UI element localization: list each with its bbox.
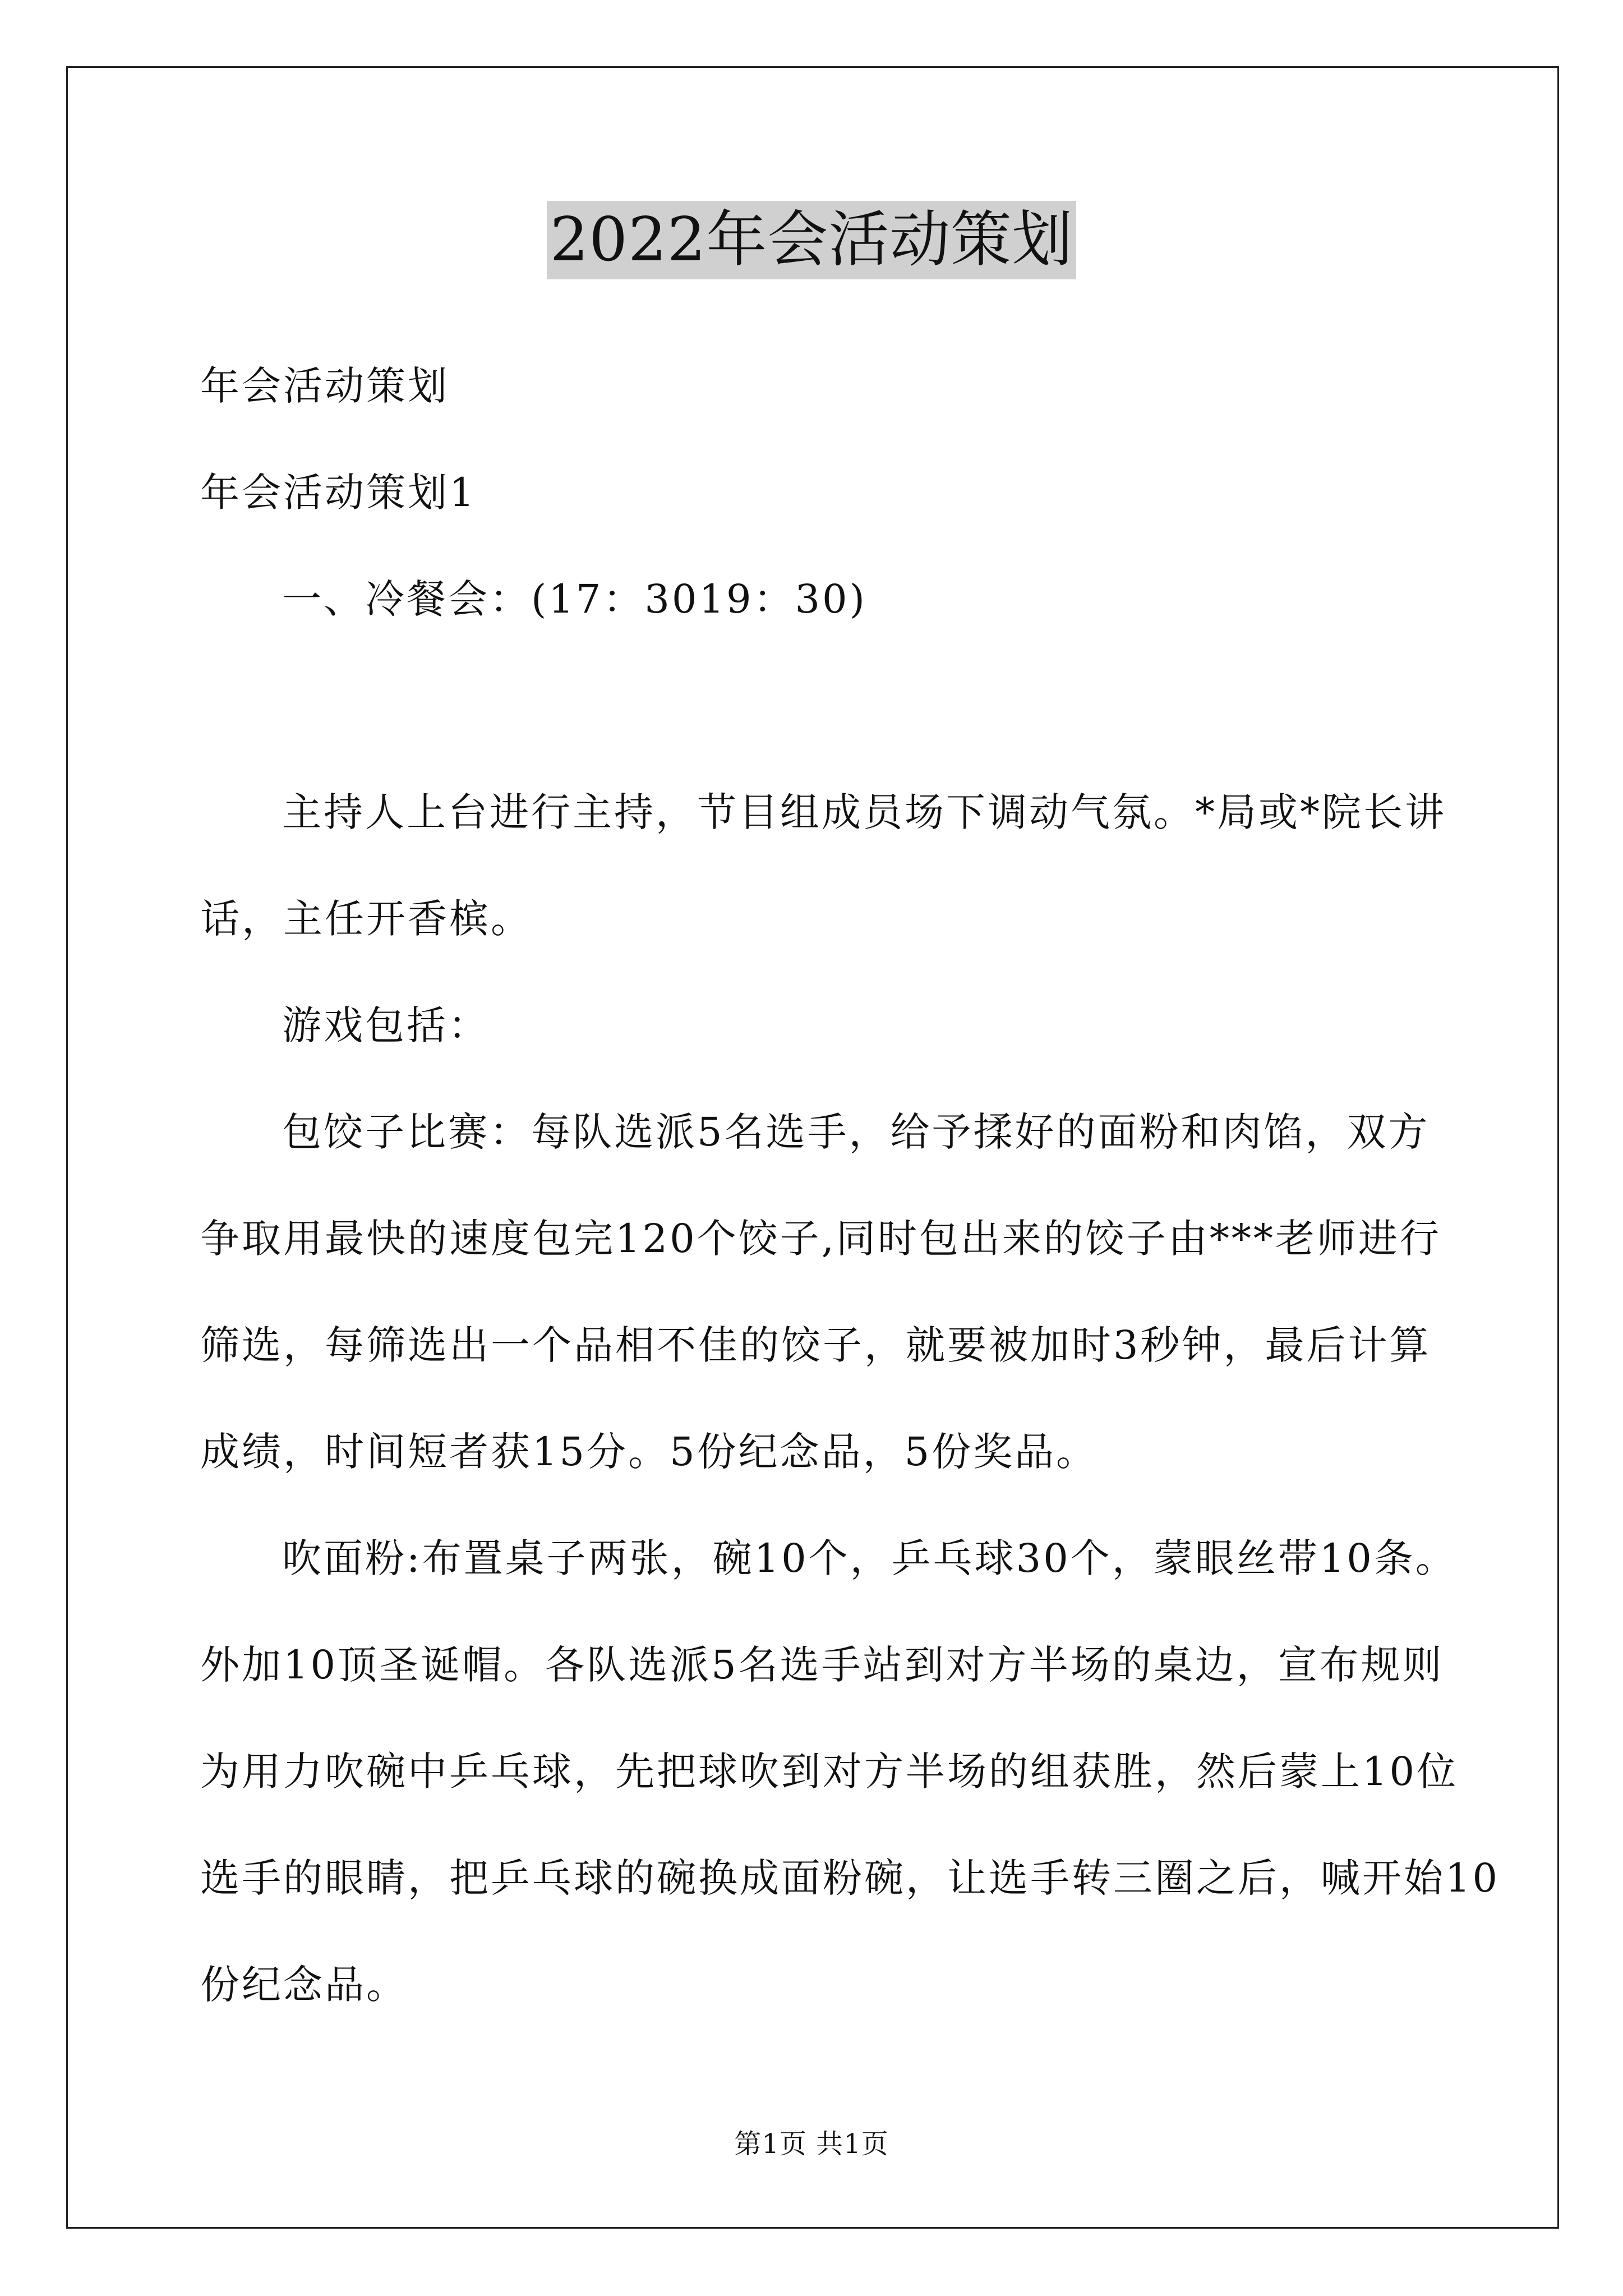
text-line: 主持人上台进行主持，节目组成员场下调动气氛。*局或*院长讲: [282, 789, 1446, 835]
text-line: 成绩，时间短者获15分。5份纪念品，5份奖品。: [200, 1429, 1098, 1475]
text-line: 游戏包括：: [282, 1002, 490, 1048]
text-line: 选手的眼睛，把乒乓球的碗换成面粉碗，让选手转三圈之后，喊开始10: [200, 1855, 1500, 1901]
text-line: 为用力吹碗中乒乓球，先把球吹到对方半场的组获胜，然后蒙上10位: [200, 1749, 1459, 1795]
text-line: 年会活动策划1: [200, 470, 477, 516]
text-line: 吹面粉:布置桌子两张，碗10个，乒乓球30个，蒙眼丝带10条。: [282, 1535, 1457, 1581]
text-line: 争取用最快的速度包完120个饺子,同时包出来的饺子由***老师进行: [200, 1216, 1441, 1262]
text-line: 筛选，每筛选出一个品相不佳的饺子，就要被加时3秒钟，最后计算: [200, 1322, 1431, 1368]
text-line: 年会活动策划: [200, 363, 449, 409]
text-line: 话，主任开香槟。: [200, 896, 532, 942]
text-line: 外加10顶圣诞帽。各队选派5名选手站到对方半场的桌边，宣布规则: [200, 1642, 1444, 1688]
section-heading: 一、冷餐会：(17：3019：30): [282, 576, 867, 622]
title-container: [0, 201, 1623, 279]
text-line: 包饺子比赛：每队选派5名选手，给予揉好的面粉和肉馅，双方: [282, 1109, 1430, 1155]
document-title: 2022年会活动策划: [547, 201, 1077, 279]
text-line: 份纪念品。: [200, 1962, 408, 2008]
page-footer: 第1页 共1页: [734, 2128, 889, 2160]
